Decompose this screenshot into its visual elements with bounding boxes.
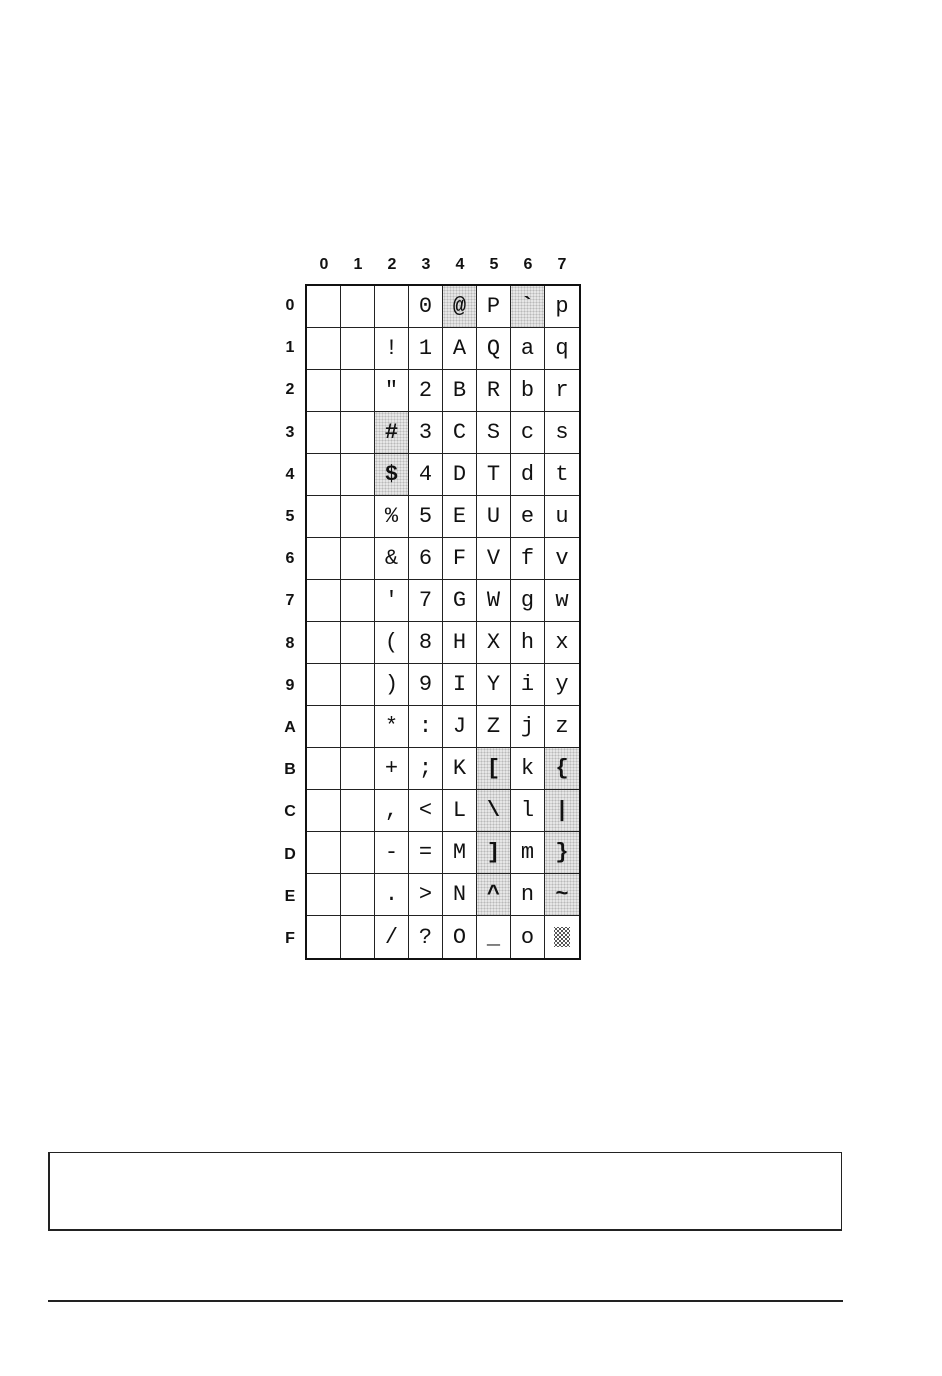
row-header: B: [284, 761, 296, 779]
table-cell: n: [511, 874, 545, 916]
footer-rule: [48, 1300, 843, 1302]
table-cell: :: [409, 706, 443, 748]
table-cell: ^: [477, 874, 511, 916]
column-header: 1: [353, 256, 363, 273]
table-cell: ,: [375, 790, 409, 832]
table-cell: 5: [409, 496, 443, 538]
table-cell: -: [375, 832, 409, 874]
table-cell: I: [443, 664, 477, 706]
note-box: [48, 1152, 842, 1231]
table-cell: [307, 916, 341, 958]
table-cell: ): [375, 664, 409, 706]
table-cell: l: [511, 790, 545, 832]
table-cell: [341, 496, 375, 538]
table-cell: m: [511, 832, 545, 874]
table-cell: F: [443, 538, 477, 580]
table-cell: /: [375, 916, 409, 958]
row-header: 2: [285, 381, 295, 399]
row-header: C: [284, 803, 296, 821]
table-cell: L: [443, 790, 477, 832]
table-cell: v: [545, 538, 579, 580]
table-cell: [341, 832, 375, 874]
table-cell: ]: [477, 832, 511, 874]
table-cell: 7: [409, 580, 443, 622]
row-header: 9: [285, 676, 295, 694]
table-cell: [341, 706, 375, 748]
table-cell: [307, 286, 341, 328]
table-cell: >: [409, 874, 443, 916]
table-cell: [341, 454, 375, 496]
row-header: E: [284, 887, 296, 905]
table-cell: [307, 496, 341, 538]
table-cell: [341, 286, 375, 328]
table-cell: 2: [409, 370, 443, 412]
table-cell: R: [477, 370, 511, 412]
table-cell: U: [477, 496, 511, 538]
table-cell: %: [375, 496, 409, 538]
table-cell: <: [409, 790, 443, 832]
table-cell: [307, 454, 341, 496]
column-header: 3: [421, 256, 431, 273]
table-cell: C: [443, 412, 477, 454]
table-cell: o: [511, 916, 545, 958]
table-cell: B: [443, 370, 477, 412]
table-cell: 1: [409, 328, 443, 370]
table-cell: $: [375, 454, 409, 496]
table-cell: [307, 412, 341, 454]
table-cell: [375, 286, 409, 328]
table-cell: ~: [545, 874, 579, 916]
table-cell: t: [545, 454, 579, 496]
table-cell: #: [375, 412, 409, 454]
table-cell: \: [477, 790, 511, 832]
row-header: 7: [285, 592, 295, 610]
table-cell: 6: [409, 538, 443, 580]
table-cell: V: [477, 538, 511, 580]
table-cell: [341, 748, 375, 790]
table-cell: k: [511, 748, 545, 790]
table-cell: p: [545, 286, 579, 328]
table-cell: `: [511, 286, 545, 328]
table-cell: [307, 664, 341, 706]
table-cell: Y: [477, 664, 511, 706]
pattern-cell: [545, 916, 579, 958]
row-header: 0: [285, 297, 295, 314]
row-header: A: [284, 719, 296, 736]
table-cell: [307, 328, 341, 370]
table-cell: q: [545, 328, 579, 370]
table-cell: [341, 370, 375, 412]
table-cell: [307, 370, 341, 412]
table-cell: *: [375, 706, 409, 748]
table-cell: [341, 412, 375, 454]
row-header: F: [285, 930, 295, 947]
table-cell: a: [511, 328, 545, 370]
table-cell: X: [477, 622, 511, 664]
table-cell: w: [545, 580, 579, 622]
table-cell: z: [545, 706, 579, 748]
table-cell: [341, 580, 375, 622]
table-cell: 9: [409, 664, 443, 706]
table-cell: @: [443, 286, 477, 328]
table-cell: &: [375, 538, 409, 580]
table-cell: i: [511, 664, 545, 706]
table-cell: .: [375, 874, 409, 916]
table-cell: y: [545, 664, 579, 706]
row-header: 3: [285, 423, 295, 441]
table-cell: x: [545, 622, 579, 664]
table-cell: e: [511, 496, 545, 538]
table-cell: f: [511, 538, 545, 580]
table-cell: c: [511, 412, 545, 454]
table-cell: [307, 790, 341, 832]
table-cell: S: [477, 412, 511, 454]
table-cell: N: [443, 874, 477, 916]
table-cell: [341, 874, 375, 916]
table-cell: O: [443, 916, 477, 958]
table-cell: [: [477, 748, 511, 790]
row-header: 6: [285, 550, 295, 568]
table-cell: E: [443, 496, 477, 538]
column-header: 2: [387, 256, 397, 273]
table-cell: [307, 874, 341, 916]
table-cell: ?: [409, 916, 443, 958]
table-cell: 0: [409, 286, 443, 328]
table-cell: [341, 664, 375, 706]
table-cell: H: [443, 622, 477, 664]
table-cell: ;: [409, 748, 443, 790]
table-cell: =: [409, 832, 443, 874]
column-header: 7: [557, 256, 567, 273]
character-table: [305, 284, 581, 960]
table-cell: [341, 622, 375, 664]
table-cell: _: [477, 916, 511, 958]
column-header: 4: [455, 256, 465, 273]
table-cell: D: [443, 454, 477, 496]
table-cell: [341, 328, 375, 370]
table-cell: [341, 790, 375, 832]
table-cell: [341, 916, 375, 958]
table-cell: j: [511, 706, 545, 748]
table-cell: K: [443, 748, 477, 790]
table-cell: u: [545, 496, 579, 538]
row-header: 1: [285, 339, 295, 357]
table-cell: [307, 538, 341, 580]
table-cell: s: [545, 412, 579, 454]
table-cell: {: [545, 748, 579, 790]
table-cell: [307, 748, 341, 790]
table-cell: M: [443, 832, 477, 874]
table-cell: r: [545, 370, 579, 412]
table-cell: P: [477, 286, 511, 328]
table-cell: 8: [409, 622, 443, 664]
table-cell: |: [545, 790, 579, 832]
table-cell: [307, 622, 341, 664]
table-cell: Q: [477, 328, 511, 370]
table-cell: g: [511, 580, 545, 622]
table-cell: 3: [409, 412, 443, 454]
table-cell: [307, 580, 341, 622]
table-cell: b: [511, 370, 545, 412]
table-cell: ": [375, 370, 409, 412]
table-cell: [307, 832, 341, 874]
table-cell: T: [477, 454, 511, 496]
table-cell: !: [375, 328, 409, 370]
row-header: 4: [285, 465, 295, 483]
column-header: 5: [489, 256, 499, 273]
table-cell: [341, 538, 375, 580]
column-header: 0: [319, 256, 329, 273]
row-header: 5: [285, 508, 295, 525]
row-header: D: [284, 845, 296, 863]
column-header: 6: [523, 256, 533, 273]
table-cell: W: [477, 580, 511, 622]
table-cell: G: [443, 580, 477, 622]
table-cell: [307, 706, 341, 748]
table-cell: A: [443, 328, 477, 370]
row-header: 8: [285, 634, 295, 652]
table-cell: h: [511, 622, 545, 664]
table-cell: d: [511, 454, 545, 496]
table-cell: }: [545, 832, 579, 874]
table-cell: Z: [477, 706, 511, 748]
table-cell: +: [375, 748, 409, 790]
table-cell: ': [375, 580, 409, 622]
table-cell: (: [375, 622, 409, 664]
table-cell: J: [443, 706, 477, 748]
table-cell: 4: [409, 454, 443, 496]
